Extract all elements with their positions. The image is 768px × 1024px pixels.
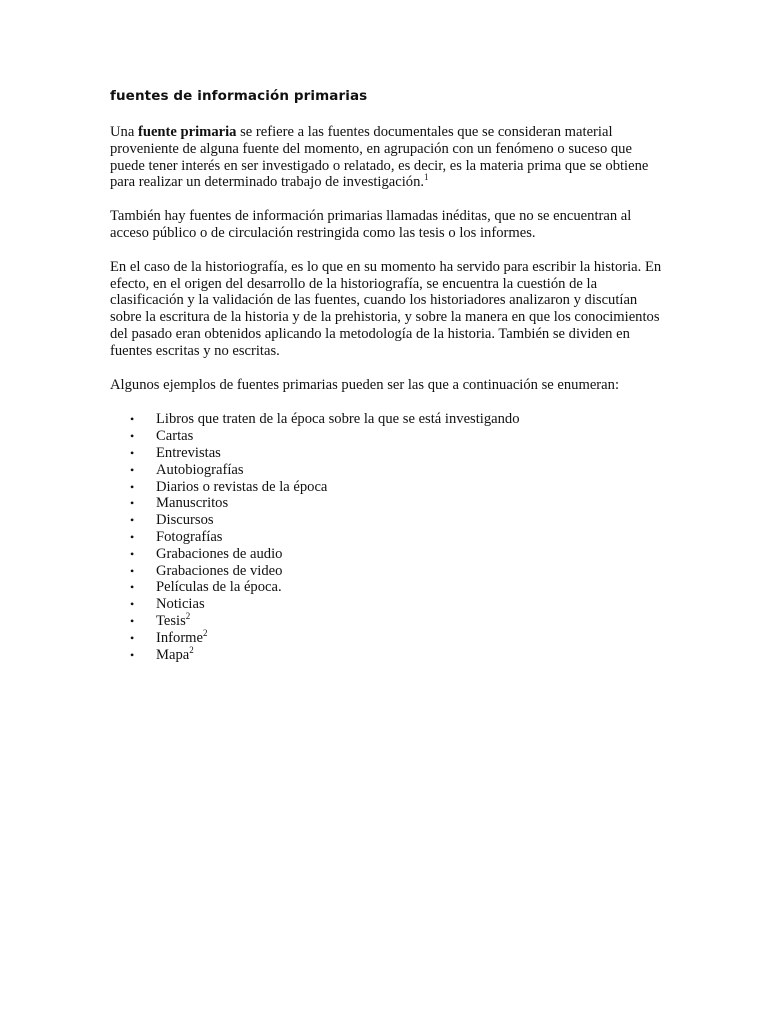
list-item xyxy=(110,512,670,529)
list-item-text: Películas de la época. xyxy=(156,579,282,596)
list-item-text: Mapa xyxy=(156,646,190,663)
bullet-icon: • xyxy=(130,529,135,544)
bullet-icon: • xyxy=(130,647,135,662)
list-item-text: Manuscritos xyxy=(156,495,229,512)
examples-list xyxy=(110,411,670,663)
paragraph-examples-intro: Algunos ejemplos de fuentes primarias pueden ser las que a continuación se enumeran: xyxy=(110,376,619,393)
paragraph-unpublished: También hay fuentes de información primarias llamadas inéditas, que no se encuentran al acceso público o de circulación restringida como las tesis o los informes. xyxy=(110,208,632,241)
list-item-text: Fotografías xyxy=(156,528,223,545)
bullet-icon: • xyxy=(130,597,135,612)
bullet-icon: • xyxy=(130,630,135,645)
list-item xyxy=(110,445,670,462)
bullet-icon: • xyxy=(130,496,135,511)
list-item-text: Grabaciones de video xyxy=(156,562,283,579)
paragraph-definition xyxy=(110,124,670,191)
list-item xyxy=(110,529,670,546)
footnote-ref: 2 xyxy=(189,644,194,655)
bullet-icon: • xyxy=(130,580,135,595)
bullet-icon: • xyxy=(130,445,135,460)
bullet-icon: • xyxy=(130,513,135,528)
list-item-text: Entrevistas xyxy=(156,444,221,461)
list-item xyxy=(110,613,670,630)
bullet-icon: • xyxy=(130,462,135,477)
bullet-icon: • xyxy=(130,613,135,628)
list-item xyxy=(110,462,670,479)
list-item xyxy=(110,627,670,647)
list-item-text: Cartas xyxy=(156,428,194,445)
paragraph-historiography: En el caso de la historiografía, es lo que en su momento ha servido para escribir la historia. En efecto, en el origen del desarrollo de la historiografía, se encuentra la cuestión de la clasificación y la validación de las fuentes, cuando los historiadores analizaron y discutían sobre la escritura de la historia y de la prehistoria, y sobre la manera en que los conocimientos del pasado eran obtenidos aplicando la metodología de la historia. También se dividen en fuentes escritas y no escritas. xyxy=(110,258,662,359)
list-item xyxy=(110,644,670,664)
list-item xyxy=(110,579,670,596)
list-item-text: Diarios o revistas de la época xyxy=(156,478,328,495)
list-item-text: Tesis xyxy=(156,612,186,629)
list-item-text: Grabaciones de audio xyxy=(156,545,283,562)
bullet-icon: • xyxy=(130,479,135,494)
list-item-text: Libros que traten de la época sobre la que se está investigando xyxy=(156,411,520,428)
list-item xyxy=(110,596,670,613)
footnote-ref: 1 xyxy=(424,172,429,183)
paragraph-rest: se refiere a las fuentes documentales que se consideran material proveniente de alguna fuente del momento, en agrupación con un fenómeno o suceso que puede tener interés en ser investigado o relatado, es decir, es la materia prima que se obtiene para realizar un determinado trabajo de investigación. xyxy=(110,124,649,191)
document-page xyxy=(110,86,670,663)
list-item xyxy=(110,479,670,496)
list-item xyxy=(110,546,670,563)
bullet-icon: • xyxy=(130,546,135,561)
list-item-text: Noticias xyxy=(156,596,205,613)
list-item xyxy=(110,428,670,445)
paragraph-lead: Una xyxy=(110,124,138,140)
list-item xyxy=(110,563,670,580)
bullet-icon: • xyxy=(130,429,135,444)
list-item xyxy=(110,411,670,428)
footnote-ref: 2 xyxy=(185,611,191,622)
bullet-icon: • xyxy=(130,412,135,427)
list-item xyxy=(110,495,670,512)
list-item-text: Discursos xyxy=(156,512,214,529)
bullet-icon: • xyxy=(130,563,135,578)
list-item-text: Informe xyxy=(156,629,204,646)
list-item-text: Autobiografías xyxy=(156,461,244,478)
document-heading: fuentes de información primarias xyxy=(110,88,368,104)
bold-term: fuente primaria xyxy=(137,124,237,140)
footnote-ref: 2 xyxy=(203,627,208,638)
